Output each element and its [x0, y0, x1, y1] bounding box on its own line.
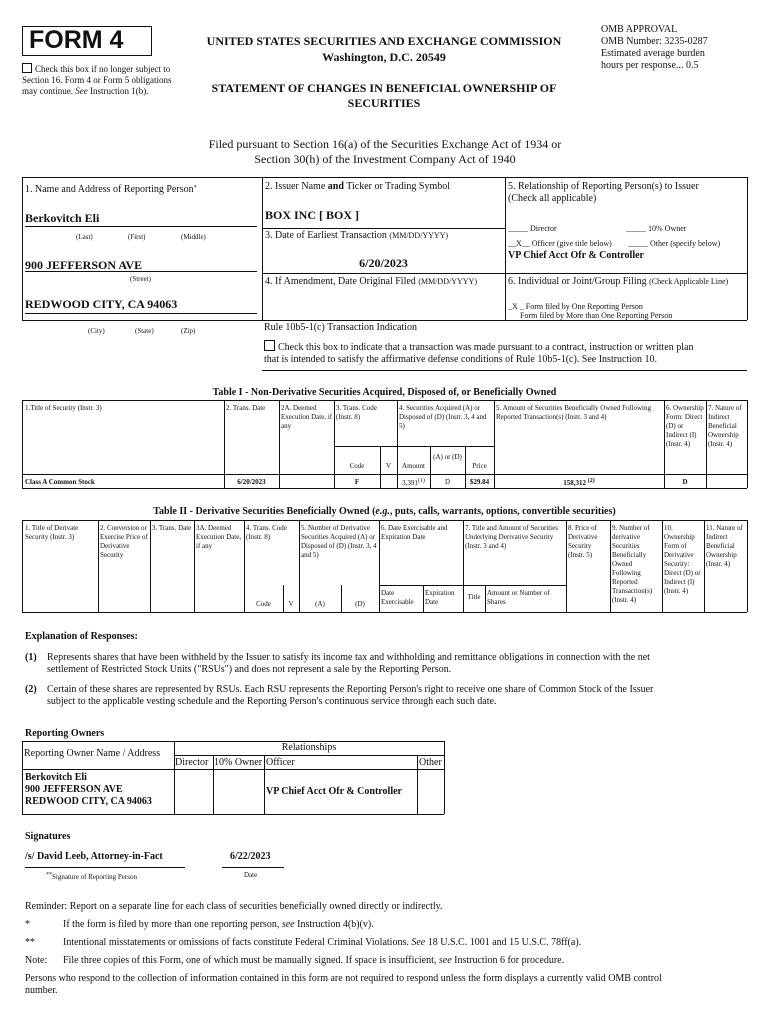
statement-title: STATEMENT OF CHANGES IN BENEFICIAL OWNERSHIP OF	[211, 81, 557, 95]
omb-approval	[601, 24, 761, 72]
box4-label: 4. If Amendment, Date Original Filed (MM/DD/YYYY)	[265, 276, 477, 287]
box2-label: 2. Issuer Name and Ticker or Trading Symbol	[265, 181, 451, 192]
footer-marker-1: *	[25, 919, 30, 930]
footnote-2-marker: (2)	[25, 684, 37, 695]
table2-title: Table II - Derivative Securities Beneficially Owned (e.g., puts, calls, warrants, options, convertible securities)	[153, 506, 616, 517]
t2-sub-amount: Amount or Number of Shares	[487, 589, 550, 606]
filed-pursuant-2: Section 30(h) of the Investment Company Act of 1940	[254, 152, 516, 166]
t2-h-nature: 11. Nature of Indirect Beneficial Ownership (Instr. 4)	[706, 524, 743, 568]
t1-row-form: D	[682, 478, 688, 486]
t1-row-title: Class A Common Stock	[25, 478, 95, 486]
form-title: FORM 4	[22, 26, 152, 56]
t1-h-amount-owned: 5. Amount of Securities Beneficially Owned Following Reported Transaction(s) (Instr. 3 and 4)	[496, 404, 651, 421]
t1-h-nature: 7. Nature of Indirect Beneficial Ownership (Instr. 4)	[708, 404, 742, 448]
owner-name: Berkovitch Eli 900 JEFFERSON AVE REDWOOD CITY, CA 94063	[25, 772, 152, 807]
t1-h-code: 3. Trans. Code (Instr. 8)	[336, 404, 377, 421]
label-first: (First)	[128, 233, 146, 241]
t2-h-code: 4. Trans. Code (Instr. 8)	[246, 524, 287, 541]
t2-sub-a: (A)	[315, 600, 325, 608]
t2-h-exercisable: 6. Date Exercisable and Expiration Date	[381, 524, 448, 541]
label-last: (Last)	[76, 233, 93, 241]
omb-burden: Estimated average burden	[601, 48, 705, 59]
t1-sub-v: V	[385, 462, 392, 470]
omb-number: OMB Number: 3235-0287	[601, 36, 708, 47]
date-label: Date	[244, 871, 258, 879]
footer-reminder: Reminder: Report on a separate line for each class of securities beneficially owned directly or indirectly.	[25, 901, 443, 912]
t1-row-owned: 158,312 $^{(2)}$	[563, 478, 595, 487]
t1-row-code: F	[354, 478, 360, 486]
box3-label: 3. Date of Earliest Transaction (MM/DD/YYYY)	[265, 230, 449, 241]
t2-h-date: 3. Trans. Date	[152, 524, 192, 532]
owner-officer-title: VP Chief Acct Ofr & Controller	[266, 786, 402, 797]
t1-sub-price: Price	[472, 462, 487, 470]
footnote-1-marker: (1)	[25, 652, 37, 663]
t2-h-conversion: 2. Conversion or Exercise Price of Derivative Security	[100, 524, 148, 559]
table1-title: Table I - Non-Derivative Securities Acquired, Disposed of, or Beneficially Owned	[212, 387, 557, 398]
t1-h-deemed: 2A. Deemed Execution Date, if any	[281, 404, 333, 430]
t1-h-title: 1.Title of Security (Instr. 3)	[25, 404, 102, 412]
relationship-director: _____ Director	[508, 224, 557, 233]
footer-marker-3: Note:	[25, 955, 48, 966]
t2-h-underlying: 7. Title and Amount of Securities Underlying Derivative Security (Instr. 3 and 4)	[465, 524, 558, 550]
label-zip: (Zip)	[181, 327, 196, 335]
footer-note-2: Intentional misstatements or omissions of facts constitute Federal Criminal Violations. See 18 U.S.C. 1001 and 15 U.S.C. 78ff(a).	[63, 937, 582, 948]
t2-h-deemed: 3A. Deemed Execution Date, if any	[196, 524, 242, 550]
signature-name: /s/ David Leeb, Attorney-in-Fact	[25, 851, 163, 862]
t2-h-price: 8. Price of Derivative Security (Instr. 5)	[568, 524, 598, 559]
filing-multiple-persons: Form filed by More than One Reporting Person	[520, 311, 673, 320]
t1-row-price: $29.84	[469, 478, 490, 486]
statement-title-2: SECURITIES	[347, 96, 421, 110]
t2-sub-d: (D)	[355, 600, 365, 608]
signature-label: **Signature of Reporting Person	[46, 872, 137, 881]
footer-note-1: If the form is filed by more than one reporting person, see Instruction 4(b)(v).	[63, 919, 374, 930]
officer-title: VP Chief Acct Ofr & Controller	[508, 250, 644, 261]
t2-sub-expiration: Expiration Date	[425, 589, 455, 606]
t1-sub-code: Code	[349, 462, 365, 470]
filed-pursuant: Filed pursuant to Section 16(a) of the Securities Exchange Act of 1934 or	[208, 137, 562, 151]
t2-h-title: 1. Title of Derivate Security (Instr. 3)	[25, 524, 79, 541]
t1-sub-aord: (A) or (D)	[433, 453, 462, 461]
t2-sub-title: Title	[467, 593, 481, 601]
t1-h-acquired: 4. Securities Acquired (A) or Disposed of (D) (Instr. 3, 4 and 5)	[399, 404, 487, 430]
footnote-1: Represents shares that have been withheld by the Issuer to satisfy its income tax and withholding and remittance obligations in connection with the net settlement of Restricted Stock Units ("RSUs") and does not represent a sale by the Reporting Person.	[47, 652, 650, 675]
t1-row-amount: 3,391$^{(1)}$	[402, 478, 425, 487]
reporting-person-name: Berkovitch Eli	[25, 211, 100, 225]
footer-omb-notice: Persons who respond to the collection of information contained in this form are not required to respond unless the form displays a currently valid OMB control number.	[25, 973, 662, 996]
footer-note-3: File three copies of this Form, one of which must be manually signed. If space is insufficient, see Instruction 6 for procedure.	[63, 955, 565, 966]
relationship-10pct-owner: _____ 10% Owner	[626, 224, 687, 233]
label-city: (City)	[88, 327, 105, 335]
t1-row-aord: D	[444, 478, 451, 486]
rule-title: Rule 10b5-1(c) Transaction Indication	[264, 322, 418, 333]
reporting-person-street: 900 JEFFERSON AVE	[25, 258, 143, 272]
no-longer-subject-note: Check this box if no longer subject to Section 16. Form 4 or Form 5 obligations may continue. See Instruction 1(b).	[22, 64, 172, 96]
earliest-transaction-date: 6/20/2023	[359, 256, 408, 270]
agency-location: Washington, D.C. 20549	[322, 50, 446, 64]
explanation-heading: Explanation of Responses:	[25, 631, 138, 642]
owners-col-10pct: 10% Owner	[214, 757, 263, 768]
no-longer-subject-checkbox[interactable]	[22, 63, 32, 73]
rule-text: Check this box to indicate that a transaction was made pursuant to a contract, instruction or written plan that is intended to satisfy the affirmative defense conditions of Rule 10b5-1(c). See Instruction 10.	[264, 342, 694, 365]
t2-sub-v: V	[288, 600, 294, 608]
footer-marker-2: **	[25, 937, 35, 948]
t2-h-ownership: 10. Ownership Form of Derivative Security: Direct (D) or Indirect (I) (Instr. 4)	[664, 524, 701, 595]
t2-sub-exercisable: Date Exercisable	[381, 589, 414, 606]
t1-row-date: 6/20/2023	[237, 478, 266, 486]
owners-col-officer: Officer	[266, 757, 295, 768]
signature-date: 6/22/2023	[230, 851, 271, 862]
t2-h-owned: 9. Number of derivative Securities Beneficially Owned Following Reported Transaction(s) (Instr. 4)	[612, 524, 653, 604]
owners-col-name: Reporting Owner Name / Address	[24, 748, 161, 759]
filing-one-person: _X _ Form filed by One Reporting Person	[508, 302, 643, 311]
box6-label: 6. Individual or Joint/Group Filing (Check Applicable Line)	[508, 276, 729, 287]
footnote-2: Certain of these shares are represented by RSUs. Each RSU represents the Reporting Person's right to receive one share of Common Stock of the Issuer subject to the applicable vesting schedule and the Reporting Person's continuous service through each such date.	[47, 684, 654, 707]
label-middle: (Middle)	[181, 233, 206, 241]
t1-h-ownership: 6. Ownership Form: Direct (D) or Indirect (I) (Instr. 4)	[666, 404, 704, 448]
agency-name: UNITED STATES SECURITIES AND EXCHANGE COMMISSION	[206, 34, 562, 48]
label-street: (Street)	[130, 275, 151, 283]
t2-sub-code: Code	[256, 600, 271, 608]
t1-sub-amount: Amount	[402, 462, 425, 470]
signatures-heading: Signatures	[25, 831, 71, 842]
t2-h-number: 5. Number of Derivative Securities Acquired (A) or Disposed of (D) (Instr. 3, 4 and 5)	[301, 524, 377, 559]
omb-title: OMB APPROVAL	[601, 24, 678, 35]
t1-h-date: 2. Trans. Date	[226, 404, 266, 412]
owners-col-director: Director	[175, 757, 209, 768]
relationship-officer: __X__ Officer (give title below)	[508, 239, 612, 248]
reporting-owners-heading: Reporting Owners	[25, 728, 105, 739]
owners-col-relationships: Relationships	[281, 742, 337, 753]
relationship-other: _____ Other (specify below)	[628, 239, 721, 248]
box1-label: 1. Name and Address of Reporting Person*	[25, 184, 197, 195]
omb-hours: hours per response... 0.5	[601, 60, 699, 71]
rule-10b5-checkbox[interactable]	[264, 340, 275, 351]
issuer-name: BOX INC [ BOX ]	[265, 208, 360, 222]
box5-label: 5. Relationship of Reporting Person(s) to Issuer (Check all applicable)	[508, 181, 699, 204]
label-state: (State)	[135, 327, 154, 335]
owners-col-other: Other	[419, 757, 442, 768]
reporting-person-city: REDWOOD CITY, CA 94063	[25, 297, 178, 311]
